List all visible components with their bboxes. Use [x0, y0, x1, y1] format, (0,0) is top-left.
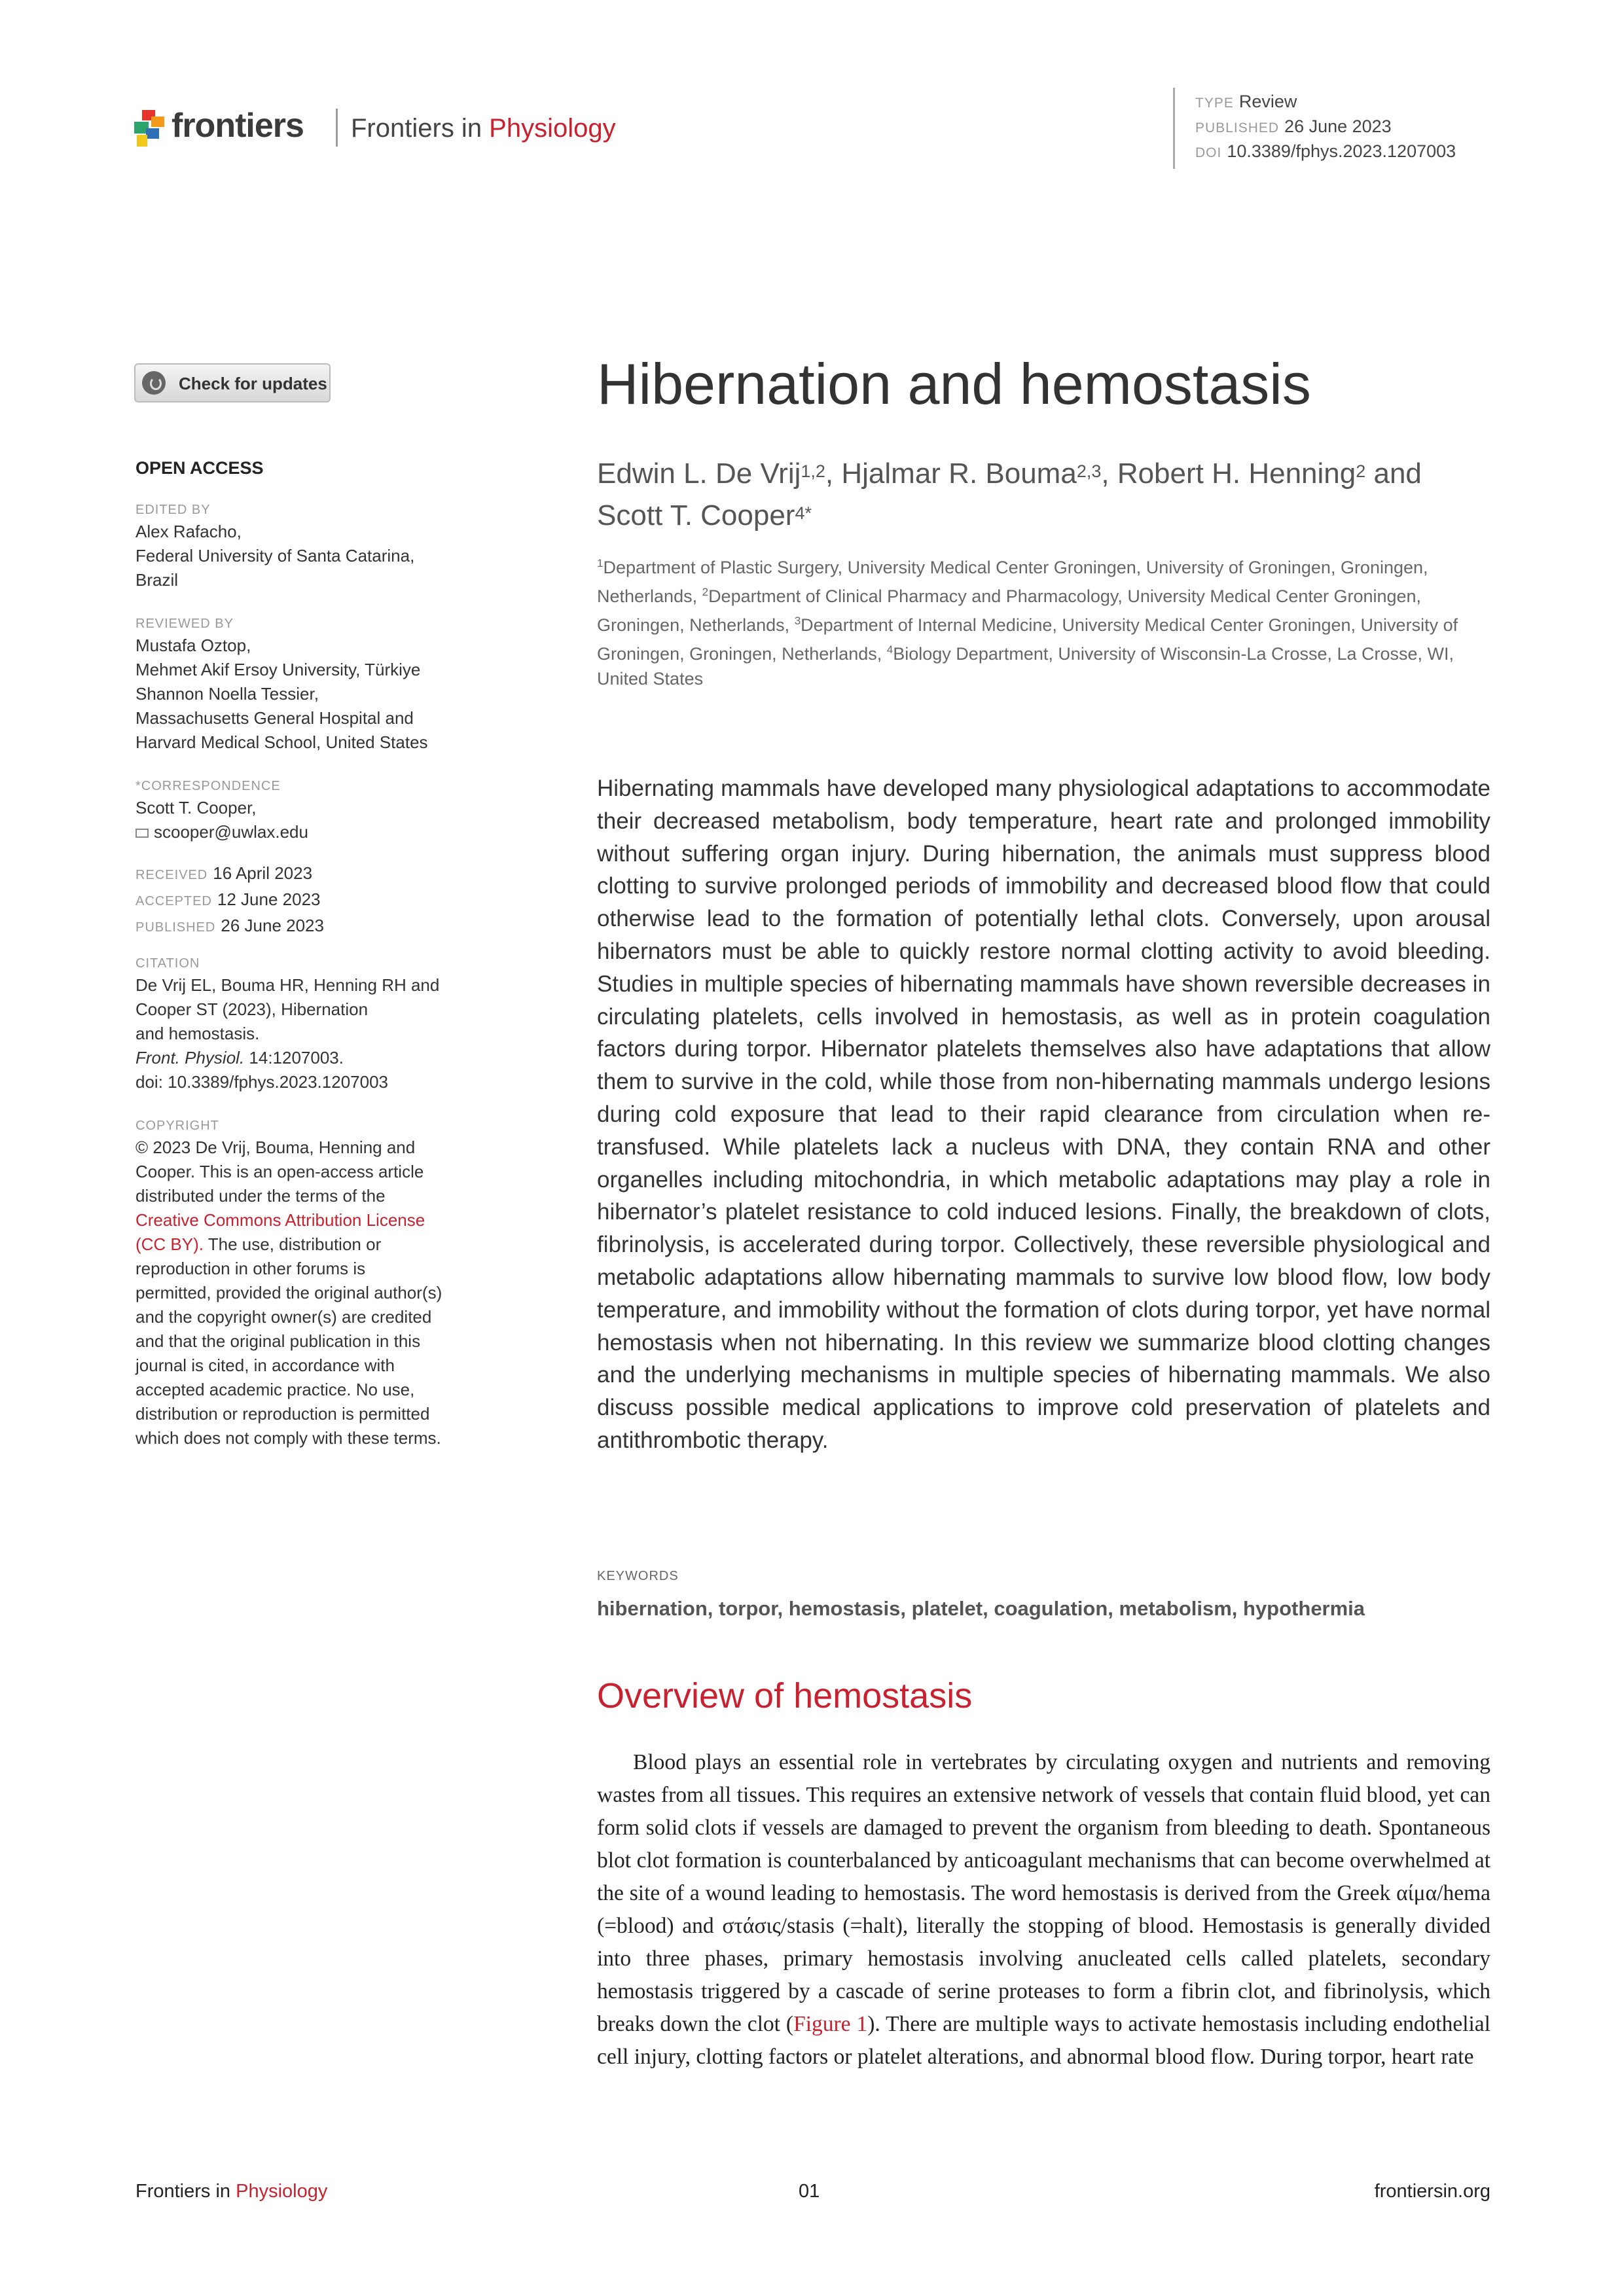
author[interactable]: Edwin L. De Vrij$^{1,2}$: [597, 457, 825, 490]
author[interactable]: Scott T. Cooper$^{4*}$: [597, 499, 812, 531]
author-list: Edwin L. De Vrij$^{1,2}$, Hjalmar R. Bouma$^{2,3}$, Robert H. Henning$^2$ and Scott T. Cooper$^{4*}$: [597, 457, 1422, 531]
keywords: hibernation, torpor, hemostasis, platelet, coagulation, metabolism, hypothermia: [597, 1597, 1365, 1620]
page-number: 01: [799, 2181, 820, 2202]
affiliations: $^1$Department of Plastic Surgery, University Medical Center Groningen, University of Groningen, Groningen, Netherlands, $^2$Department of Clinical Pharmacy and Pharmacology, University Medical Center Groningen, Groningen, Netherlands, $^3$Department of Internal Medicine, University Medical Center Groningen, University of Groningen, Groningen, Netherlands, $^4$Biology Department, University of Wisconsin-La Crosse, La Crosse, WI, United States: [597, 557, 1458, 689]
header-divider: [336, 109, 338, 147]
frontiers-logo-icon: [134, 110, 164, 147]
journal-name: Frontiers in Physiology: [351, 114, 616, 143]
doi[interactable]: DOI 10.3389/fphys.2023.1207003: [1195, 141, 1456, 161]
article-title: Hibernation and hemostasis: [597, 351, 1311, 416]
reviewed-by-label: REVIEWED BY: [135, 617, 234, 631]
edited-by-label: EDITED BY: [135, 503, 211, 517]
copyright-label: COPYRIGHT: [135, 1119, 219, 1133]
figure-1-link[interactable]: Figure 1: [793, 2012, 868, 2036]
reviewed-by: Mustafa Oztop, Mehmet Akif Ersoy University, Türkiye Shannon Noella Tessier, Massachusetts General Hospital and Harvard Medical School, United States: [135, 636, 428, 752]
footer-site-link[interactable]: frontiersin.org: [1374, 2181, 1490, 2202]
footer-journal: Frontiers in Physiology: [135, 2181, 328, 2202]
abstract: Hibernating mammals have developed many physiological adaptations to accommodate their decreased metabolism, body temperature, heart rate and prolonged immobility without suffering organ injury. During hibernation, the animals must suppress blood clotting to survive prolonged periods of immobility and decreased blood flow that could otherwise lead to the formation of potentially lethal clots. Conversely, upon arousal hibernators must be able to quickly restore normal clotting activity to avoid bleeding. Studies in multiple species of hibernating mammals have shown reversible decreases in circulating platelets, cells involved in hemostasis, as well as in protein coagulation factors during torpor. Hibernator platelets themselves also have adaptations that allow them to survive in the cold, while those from non-hibernating mammals undergo lesions during cold exposure that lead to their rapid clearance from circulation when re-transfused. While platelets lack a nucleus with DNA, they contain RNA and other organelles including mitochondria, in which metabolic adaptations may play a role in hibernator’s platelet resistance to cold induced lesions. Finally, the breakdown of clots, fibrinolysis, is accelerated during torpor. Collectively, these reversible physiological and metabolic adaptations allow hibernating mammals to survive low blood flow, low body temperature, and immobility without the formation of clots during torpor, yet have normal hemostasis when not hibernating. In this review we summarize blood clotting changes and the underlying mechanisms in multiple species of hibernating mammals. We also discuss possible medical applications to improve cold preservation of platelets and antithrombotic therapy.: [597, 776, 1490, 1453]
keywords-label: KEYWORDS: [597, 1569, 679, 1583]
correspondence-email[interactable]: scooper@uwlax.edu: [135, 820, 502, 844]
correspondence: Scott T. Cooper, scooper@uwlax.edu: [135, 796, 502, 844]
author[interactable]: Robert H. Henning$^2$: [1117, 457, 1366, 490]
mail-icon: [135, 829, 149, 838]
dates: RECEIVED 16 April 2023 ACCEPTED 12 June 2023 PUBLISHED 26 June 2023: [135, 863, 324, 935]
author[interactable]: Hjalmar R. Bouma$^{2,3}$: [841, 457, 1102, 490]
citation: De Vrij EL, Bouma HR, Henning RH and Cooper ST (2023), Hibernation and hemostasis. Front. Physiol. 14:1207003. doi: 10.3389/fphys.2023.1207003: [135, 975, 440, 1092]
article-type: TYPE Review: [1195, 92, 1297, 111]
published-date: PUBLISHED 26 June 2023: [1195, 117, 1392, 136]
check-for-updates-button[interactable]: Check for updates: [134, 363, 331, 403]
correspondence-label: *CORRESPONDENCE: [135, 779, 281, 793]
citation-label: CITATION: [135, 956, 200, 971]
body-text: Blood plays an essential role in vertebrates by circulating oxygen and nutrients and removing wastes from all tissues. This requires an extensive network of vessels that contain fluid blood, yet can form solid clots if vessels are damaged to prevent the organism from bleeding to death. Spontaneous blot clot formation is counterbalanced by anticoagulant mechanisms that can become overwhelmed at the site of a wound leading to hemostasis. The word hemostasis is derived from the Greek αίμα/hema (=blood) and στάσις/stasis (=halt), literally the stopping of blood. Hemostasis is generally divided into three phases, primary hemostasis involving anucleated cells called platelets, secondary hemostasis triggered by a cascade of serine proteases to form a fibrin clot, and fibrinolysis, which breaks down the clot (Figure 1). There are multiple ways to activate hemostasis including endothelial cell injury, clotting factors or platelet alterations, and abnormal blood flow. During torpor, heart rate: [597, 1750, 1490, 2069]
edited-by: Alex Rafacho, Federal University of Santa Catarina, Brazil: [135, 522, 415, 590]
meta-divider: [1173, 88, 1175, 169]
license-link[interactable]: Creative Commons Attribution License: [135, 1210, 425, 1230]
update-icon: [142, 371, 166, 395]
section-heading: Overview of hemostasis: [597, 1676, 973, 1715]
open-access-label: OPEN ACCESS: [135, 458, 264, 478]
copyright: © 2023 De Vrij, Bouma, Henning and Cooper. This is an open-access article distributed under the terms of the Creative Commons Attribution License (CC BY). The use, distribution or reproduction in other forums is permitted, provided the original author(s) and the copyright owner(s) are credited and that the original publication in this journal is cited, in accordance with accepted academic practice. No use, distribution or reproduction is permitted which does not comply with these terms.: [135, 1138, 442, 1448]
cc-by-link[interactable]: (CC BY).: [135, 1234, 204, 1254]
frontiers-logo-text: frontiers: [171, 107, 304, 145]
